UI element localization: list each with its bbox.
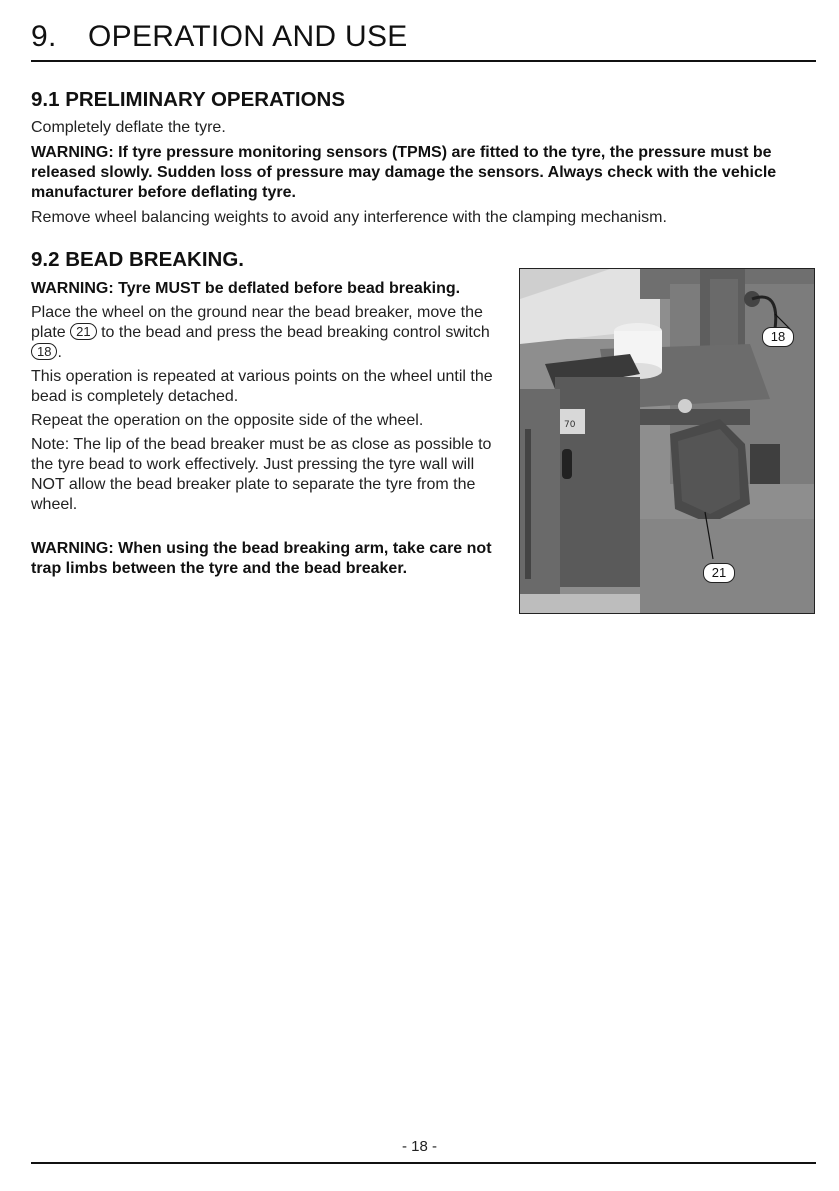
warning-deflate: WARNING: Tyre MUST be deflated before bead breaking. [31,280,461,297]
chapter-number: 9. [31,20,57,53]
paragraph-repeat-points: This operation is repeated at various points on the wheel until the bead is completely detached. [31,368,493,405]
section-heading-bead-breaking: 9.2 BEAD BREAKING. [31,248,245,271]
text-place-wheel-b: to the bead and press the bead breaking control switch [101,324,490,341]
ref-switch-18: 18 [31,343,57,360]
callout-18: 18 [762,327,794,347]
bead-breaker-illustration [520,269,815,614]
ref-plate-21: 21 [70,323,96,340]
tub-label: 70 [564,420,576,430]
paragraph-opposite-side: Repeat the operation on the opposite side of the wheel. [31,412,424,429]
bead-breaker-photo [519,268,815,614]
paragraph-deflate: Completely deflate the tyre. [31,119,226,136]
section-preliminary-body [31,118,821,233]
page-number: - 18 - [401,1138,437,1155]
chapter-title [31,20,816,62]
text-place-wheel-a: Place the wheel on the ground near the bead breaker, move the plate [31,304,483,341]
callout-21: 21 [703,563,735,583]
chapter-title-text: OPERATION AND USE [88,20,408,53]
paragraph-place-wheel [31,303,501,363]
warning-tpms: WARNING: If tyre pressure monitoring sensors (TPMS) are fitted to the tyre, the pressure must be released slowly. Sudden loss of pressure may damage the sensors. Always check with the vehicle manufacturer before deflating tyre. [31,144,777,201]
section-heading-preliminary: 9.1 PRELIMINARY OPERATIONS [31,88,346,111]
paragraph-weights: Remove wheel balancing weights to avoid any interference with the clamping mechanism. [31,209,667,226]
section-bead-breaking-body [31,279,501,583]
warning-limbs: WARNING: When using the bead breaking arm, take care not trap limbs between the tyre and the bead breaker. [31,540,492,577]
paragraph-note-lip: Note: The lip of the bead breaker must be as close as possible to the tyre bead to work effectively. Just pressing the tyre wall will NOT allow the bead breaker plate to separate the tyre from the wheel. [31,436,492,513]
text-place-wheel-c: . [57,344,62,361]
footer-rule [31,1162,816,1164]
